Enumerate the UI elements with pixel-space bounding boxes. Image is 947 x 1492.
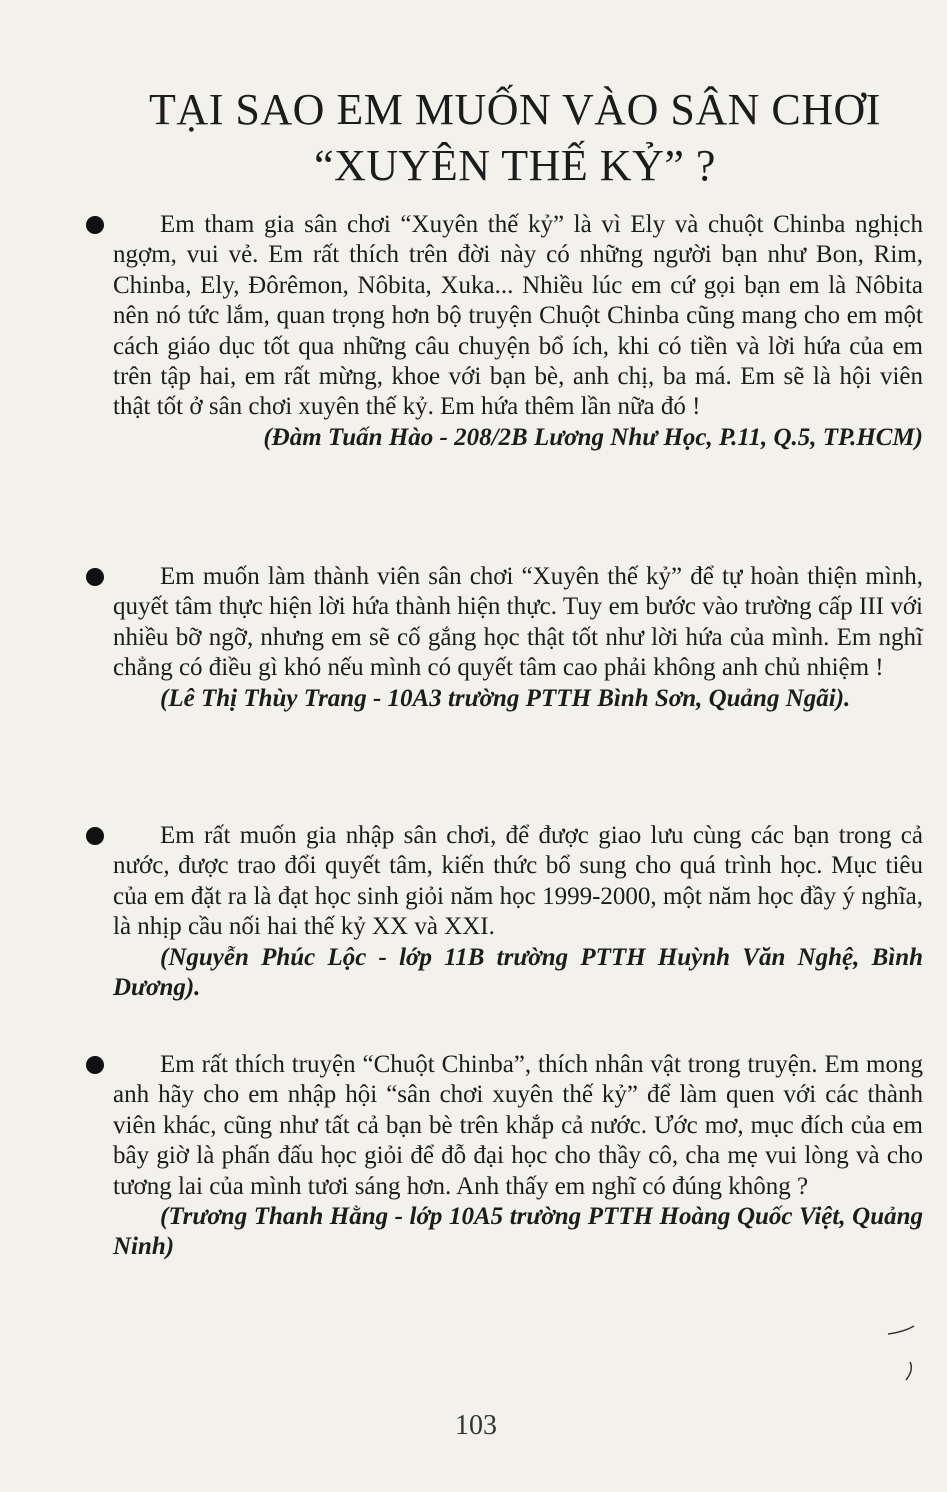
bullet-icon bbox=[86, 827, 104, 845]
entry-text: Em muốn làm thành viên sân chơi “Xuyên thế kỷ” để tự hoàn thiện mình, quyết tâm thực hiện lời hứa thành hiện thực. Tuy em bước vào trường cấp III với nhiều bỡ ngỡ, nhưng em sẽ cố gắng học thật tốt như lời hứa của mình. Em nghĩ chẳng có điều gì khó nếu mình có quyết tâm cao phải không anh chủ nhiệm ! bbox=[113, 563, 923, 682]
entry-text: Em tham gia sân chơi “Xuyên thế kỷ” là vì Ely và chuột Chinba nghịch ngợm, vui vẻ. Em rất thích trên đời này có những người bạn như Bon, Rim, Chinba, Ely, Đôrêmon, Nôbita, Xuka... Nhiều lúc em cứ gọi bạn em là Nôbita nên nó tức lắm, quan trọng hơn bộ truyện Chuột Chinba cũng mang cho em một cách giáo dục tốt qua những câu chuyện bổ ích, khi có tiền và lời hứa của em trên tập hai, em rất mừng, khoe với bạn bè, anh chị, ba má. Em sẽ là hội viên thật tốt ở sân chơi xuyên thế kỷ. Em hứa thêm lần nữa đó ! bbox=[113, 211, 923, 421]
page-title bbox=[100, 82, 930, 194]
entry-1 bbox=[113, 210, 923, 453]
bullet-icon bbox=[86, 1056, 104, 1074]
entry-signature: (Trương Thanh Hằng - lớp 10A5 trường PTTH Hoàng Quốc Việt, Quảng Ninh) bbox=[113, 1203, 923, 1261]
pen-mark-icon bbox=[880, 1320, 930, 1390]
entry-text: Em rất muốn gia nhập sân chơi, để được giao lưu cùng các bạn trong cả nước, được trao đổi quyết tâm, kiến thức bổ sung cho quá trình học. Mục tiêu của em đặt ra là đạt học sinh giỏi năm học 1999-2000, một năm học đầy ý nghĩa, là nhịp cầu nối hai thế kỷ XX và XXI. bbox=[113, 822, 923, 941]
entry-text: Em rất thích truyện “Chuột Chinba”, thích nhân vật trong truyện. Em mong anh hãy cho em nhập hội “sân chơi xuyên thế kỷ” để làm quen với các thành viên khác, cũng như tất cả bạn bè trên khắp cả nước. Ước mơ, mục đích của em bây giờ là phấn đấu học giỏi để đỗ đại học cho thầy cô, cha mẹ vui lòng và cho tương lai của mình tươi sáng hơn. Anh thấy em nghĩ có đúng không ? bbox=[113, 1051, 923, 1200]
entry-4 bbox=[113, 1050, 923, 1263]
bullet-icon bbox=[86, 568, 104, 586]
entry-2 bbox=[113, 562, 923, 714]
entry-signature: (Đàm Tuấn Hào - 208/2B Lương Như Học, P.11, Q.5, TP.HCM) bbox=[263, 423, 923, 451]
page-number: 103 bbox=[455, 1410, 497, 1441]
bullet-icon bbox=[86, 216, 104, 234]
entry-signature: (Nguyễn Phúc Lộc - lớp 11B trường PTTH Huỳnh Văn Nghệ, Bình Dương). bbox=[113, 943, 923, 1002]
title-line-2: “XUYÊN THẾ KỶ” ? bbox=[314, 141, 716, 190]
entry-3 bbox=[113, 821, 923, 1003]
entry-signature: (Lê Thị Thùy Trang - 10A3 trường PTTH Bình Sơn, Quảng Ngãi). bbox=[160, 684, 851, 712]
title-line-1: TẠI SAO EM MUỐN VÀO SÂN CHƠI bbox=[149, 85, 881, 134]
